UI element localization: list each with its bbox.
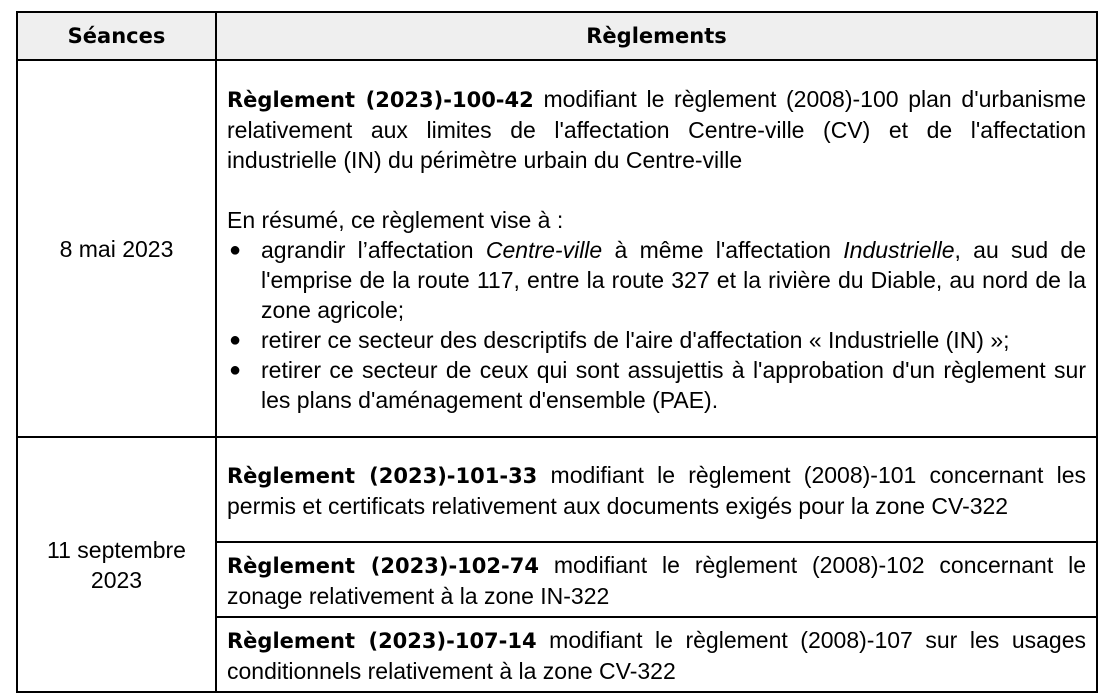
reglement-id: Règlement (2023)-101-33 [227, 464, 538, 488]
summary-list [227, 235, 1086, 415]
list-item [227, 235, 1086, 325]
bullet-icon: ● [229, 359, 242, 381]
reglement-description: modifiant le règlement (2008)-107 sur les usages conditionnels relativement à la zone CV-322 [227, 627, 1086, 684]
reglement-description: modifiant le règlement (2008)-101 concernant les permis et certificats relativement aux documents exigés pour la zone CV-322 [227, 462, 1087, 519]
reglement-cell [216, 437, 1097, 542]
list-item [227, 355, 1086, 415]
reglements-table [16, 11, 1098, 693]
bullet-icon: ● [229, 329, 242, 351]
bullet-emphasis: Industrielle [843, 237, 955, 263]
reglement-paragraph [227, 550, 1086, 611]
header-seances: Séances [17, 12, 216, 60]
reglement-cell [216, 617, 1097, 692]
table-row [17, 437, 1097, 542]
reglement-cell [216, 542, 1097, 617]
reglement-id: Règlement (2023)-107-14 [227, 629, 537, 653]
summary-intro: En résumé, ce règlement vise à : [227, 207, 564, 233]
bullet-text: retirer ce secteur des descriptifs de l'aire d'affectation « Industrielle (IN) »; [261, 327, 1010, 353]
bullet-text: agrandir l’affectation [261, 237, 486, 263]
reglement-id: Règlement (2023)-100-42 [227, 88, 534, 112]
table-row [17, 60, 1097, 437]
reglement-description: modifiant le règlement (2008)-102 concernant le zonage relativement à la zone IN-322 [227, 552, 1087, 609]
bullet-text: retirer ce secteur de ceux qui sont assujettis à l'approbation d'un règlement sur les plans d'aménagement d'ensemble (PAE). [261, 357, 1086, 413]
bullet-text: à même l'affectation [602, 237, 844, 263]
reglement-paragraph [227, 625, 1086, 686]
seance-date: 11 septembre 2023 [17, 437, 216, 692]
list-item [227, 325, 1086, 355]
bullet-text: , au sud de l'emprise de la route 117, entre la route 327 et la rivière du Diable, au nord de la zone agricole; [261, 237, 1086, 323]
reglement-cell [216, 60, 1097, 437]
table-header-row [17, 12, 1097, 60]
header-reglements: Règlements [216, 12, 1097, 60]
seance-date: 8 mai 2023 [17, 60, 216, 437]
reglement-description: modifiant le règlement (2008)-100 plan d'urbanisme relativement aux limites de l'affectation Centre-ville (CV) et de l'affectation industrielle (IN) du périmètre urbain du Centre-ville [227, 86, 1086, 173]
reglement-id: Règlement (2023)-102-74 [227, 554, 539, 578]
reglements-table-frame [16, 11, 1096, 691]
bullet-emphasis: Centre-ville [485, 237, 603, 263]
reglement-paragraph [227, 84, 1086, 175]
reglement-paragraph [227, 460, 1086, 521]
bullet-icon: ● [229, 239, 242, 261]
